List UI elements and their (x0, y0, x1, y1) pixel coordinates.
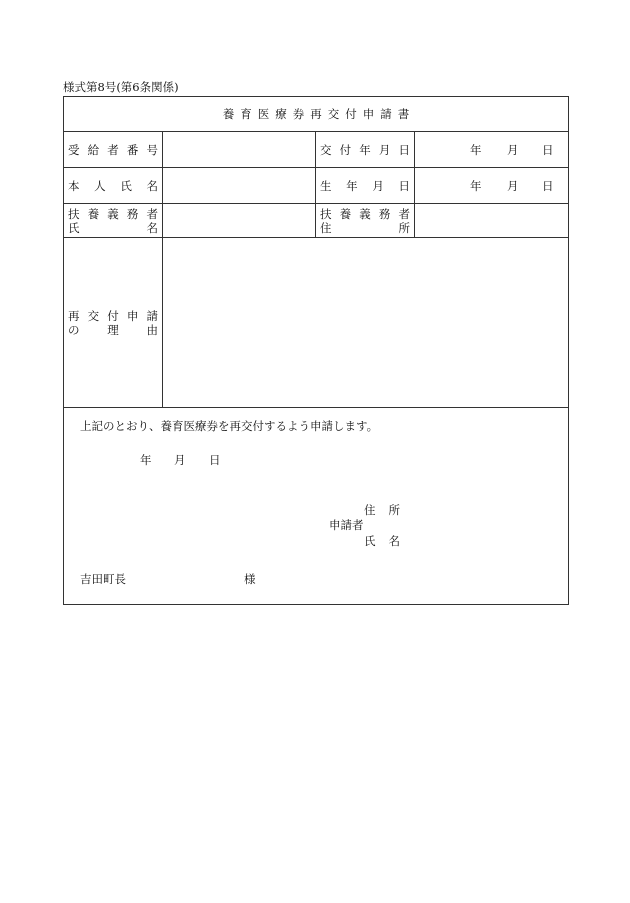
guardian-address-label-line1: 扶 養 義 務 者 (320, 206, 410, 221)
declaration-year-unit: 年 (140, 453, 152, 467)
recipient-number-field[interactable] (163, 132, 316, 168)
guardian-address-label-line2: 住 所 (320, 220, 410, 235)
guardian-name-label-cell (64, 204, 163, 238)
declaration-day-unit: 日 (209, 453, 221, 467)
reason-label-line1: 再 交 付 申 請 (68, 308, 158, 323)
day-unit: 日 (542, 178, 554, 193)
form-number: 様式第8号(第6条関係) (63, 80, 179, 94)
guardian-name-label-line1: 扶 養 義 務 者 (68, 206, 158, 221)
year-unit: 年 (470, 142, 482, 157)
addressee: 吉田町長 (80, 572, 126, 586)
birth-date-field[interactable] (415, 168, 569, 204)
year-unit: 年 (470, 178, 482, 193)
applicant-label: 申請者 (329, 518, 364, 532)
form-title-cell (64, 97, 569, 132)
reason-field[interactable] (163, 238, 569, 408)
guardian-name-field[interactable] (163, 204, 316, 238)
guardian-name-label-line2: 氏 名 (68, 220, 158, 235)
recipient-number-label: 受 給 者 番 号 (68, 142, 158, 157)
month-unit: 月 (507, 178, 519, 193)
birth-date-label: 生 年 月 日 (320, 178, 410, 193)
issue-date-label-cell (316, 132, 415, 168)
declaration-month-unit: 月 (174, 453, 186, 467)
honorific: 様 (244, 572, 256, 586)
person-name-label: 本 人 氏 名 (68, 178, 158, 193)
applicant-name-label: 氏 名 (364, 534, 400, 548)
birth-date-label-cell (316, 168, 415, 204)
declaration-statement: 上記のとおり、養育医療券を再交付するよう申請します。 (80, 419, 379, 433)
month-unit: 月 (507, 142, 519, 157)
declaration-cell (64, 408, 569, 605)
person-name-label-cell (64, 168, 163, 204)
guardian-address-field[interactable] (415, 204, 569, 238)
issue-date-label: 交 付 年 月 日 (320, 142, 410, 157)
applicant-address-label: 住 所 (364, 503, 400, 517)
reissue-application-form (63, 96, 569, 605)
recipient-number-label-cell (64, 132, 163, 168)
reason-label-line2: の 理 由 (68, 322, 158, 337)
day-unit: 日 (542, 142, 554, 157)
issue-date-field[interactable] (415, 132, 569, 168)
form-title: 養育医療券再交付申請書 (222, 107, 416, 121)
person-name-field[interactable] (163, 168, 316, 204)
reason-label-cell (64, 238, 163, 408)
guardian-address-label-cell (316, 204, 415, 238)
